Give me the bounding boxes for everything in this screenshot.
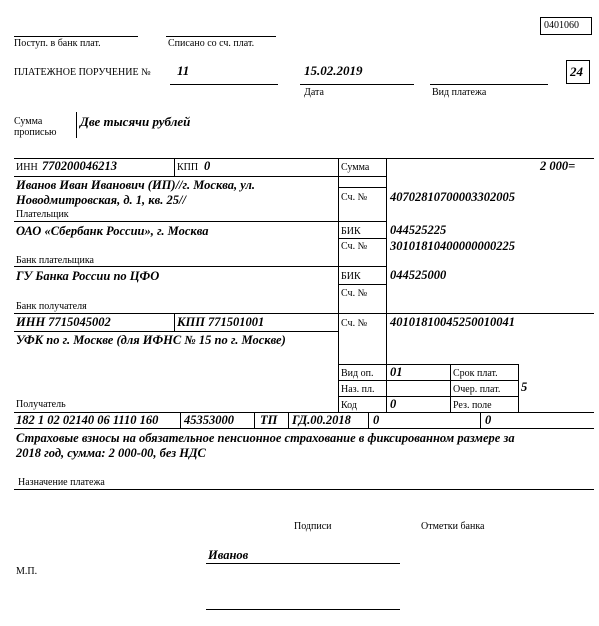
payer-name-line-2: Новодмитровская, д. 1, кв. 25//: [16, 193, 186, 207]
payer-corr-account-label: Сч. №: [341, 241, 368, 252]
payer-inn: 770200046213: [42, 159, 117, 173]
purpose-line-1: Страховые взносы на обязательное пенсионное страхование в фиксированном размере за: [16, 431, 515, 445]
codes-row-3: [338, 396, 518, 397]
payee-corr-account-label: Сч. №: [341, 288, 368, 299]
doc-number: 0: [373, 413, 380, 427]
payee-label: Получатель: [16, 399, 66, 410]
payer-name-line-1: Иванов Иван Иванович (ИП)//г. Москва, ул.: [16, 178, 256, 192]
form-code: 0401060: [544, 20, 579, 31]
op-type: 01: [390, 365, 403, 379]
amount-words-divider: [76, 112, 77, 138]
received-label: Поступ. в банк плат.: [14, 38, 101, 49]
payee-inn: ИНН 7715045002: [16, 315, 111, 329]
signature-line-2: [206, 609, 400, 610]
tax-div-1: [180, 412, 181, 428]
payee-account: 40101810045250010041: [390, 315, 515, 329]
grid-col-value-2: [386, 364, 387, 412]
basis: ТП: [260, 413, 278, 427]
signature-line-1: [206, 563, 400, 564]
bik-row-top: [338, 221, 386, 222]
debited-label: Списано со сч. плат.: [168, 38, 255, 49]
bank-marks-label: Отметки банка: [421, 521, 485, 532]
payer-bottom: [14, 221, 386, 222]
payee-kpp-divider: [174, 313, 175, 331]
op-type-label: Вид оп.: [341, 368, 374, 379]
bik-row-mid: [338, 238, 386, 239]
payment-type-label: Вид платежа: [432, 87, 487, 98]
grid-col-codes-2: [450, 364, 451, 412]
tax-div-4: [368, 412, 369, 428]
inn-row-bottom: [14, 176, 386, 177]
oktmo: 45353000: [184, 413, 234, 427]
payee-inn-bottom: [14, 331, 338, 332]
status-code: 24: [570, 64, 583, 79]
payee-bik-label: БИК: [341, 271, 361, 282]
period: ГД.00.2018: [292, 413, 351, 427]
code: 0: [390, 397, 397, 411]
date-label: Дата: [304, 87, 324, 98]
purpose-line: [14, 489, 594, 490]
signature-name: Иванов: [208, 548, 249, 562]
tax-div-3: [288, 412, 289, 428]
priority-label: Очер. плат.: [453, 384, 501, 395]
grid-col-value: [386, 158, 387, 364]
payer-bik: 044525225: [390, 223, 447, 237]
kpp-label: КПП: [177, 162, 199, 173]
stamp-label: М.П.: [16, 566, 38, 577]
payer-corr-account: 30101810400000000225: [390, 239, 515, 253]
payee-bank-label: Банк получателя: [16, 301, 87, 312]
payer-kpp: 0: [204, 159, 211, 173]
amount-words-label-2: прописью: [14, 127, 57, 138]
payer-label: Плательщик: [16, 209, 69, 220]
purpose-label: Назначение платежа: [18, 477, 105, 488]
document-number: 11: [177, 63, 190, 78]
signatures-label: Подписи: [294, 521, 332, 532]
payer-account-label: Сч. №: [341, 192, 368, 203]
grid-col-amount: [338, 158, 339, 412]
code-label: Код: [341, 400, 357, 411]
reserve-label: Рез. поле: [453, 400, 492, 411]
document-date: 15.02.2019: [304, 63, 363, 78]
date-line: [300, 84, 414, 85]
doc-date: 0: [485, 413, 492, 427]
received-line: [14, 36, 138, 37]
payee-bank-bottom: [14, 313, 594, 314]
payer-account-top: [338, 187, 386, 188]
payer-bank: ОАО «Сбербанк России», г. Москва: [16, 224, 209, 238]
number-line: [170, 84, 278, 85]
codes-top: [338, 364, 518, 365]
kpp-divider: [174, 158, 175, 176]
purpose-line-2: 2018 год, сумма: 2 000-00, без НДС: [16, 446, 206, 460]
debited-line: [166, 36, 276, 37]
amount-label: Сумма: [341, 162, 370, 173]
due-date-label: Срок плат.: [453, 368, 498, 379]
payee-bik-mid: [338, 284, 386, 285]
tax-div-2: [254, 412, 255, 428]
amount-words: Две тысячи рублей: [80, 114, 191, 129]
payer-bik-label: БИК: [341, 226, 361, 237]
payee-bik: 044525000: [390, 268, 447, 282]
grid-col-codes-3: [518, 364, 519, 412]
document-title: ПЛАТЕЖНОЕ ПОРУЧЕНИЕ №: [14, 67, 151, 78]
payment-type-line: [430, 84, 548, 85]
payee-kpp: КПП 771501001: [177, 315, 265, 329]
tax-div-5: [480, 412, 481, 428]
payee-name: УФК по г. Москве (для ИФНС № 15 по г. Москве): [16, 333, 286, 347]
priority: 5: [521, 380, 528, 394]
purpose-code-label: Наз. пл.: [341, 384, 375, 395]
payer-bank-label: Банк плательщика: [16, 255, 94, 266]
amount-value: 2 000=: [540, 159, 576, 173]
payee-bank: ГУ Банка России по ЦФО: [16, 269, 160, 283]
payer-bank-bottom: [14, 266, 386, 267]
codes-row-2: [338, 380, 518, 381]
amount-words-label-1: Сумма: [14, 116, 43, 127]
inn-label: ИНН: [16, 162, 38, 173]
payer-account: 40702810700003302005: [390, 190, 515, 204]
tax-row-bottom: [14, 428, 594, 429]
kbk: 182 1 02 02140 06 1110 160: [16, 413, 159, 427]
payee-account-label: Сч. №: [341, 318, 368, 329]
